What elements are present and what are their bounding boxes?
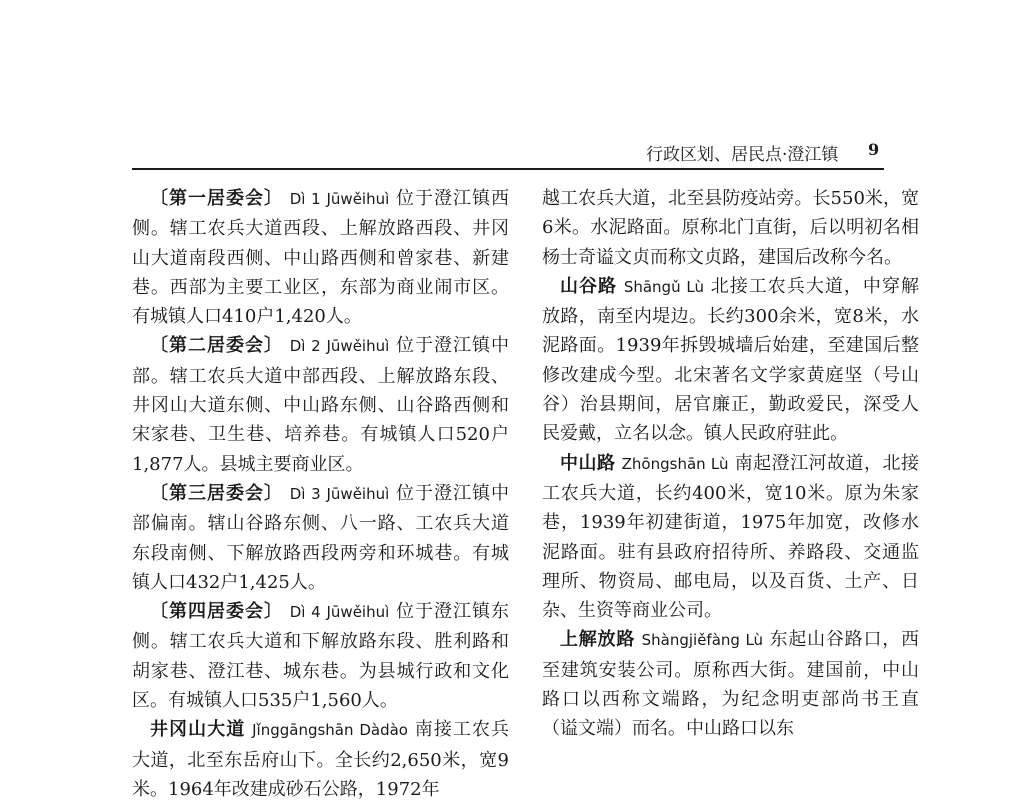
entry-term: 上解放路 (560, 629, 636, 651)
entry-term: 〔第一居委会〕 (150, 188, 283, 209)
continued-paragraph (542, 184, 919, 272)
entry-pinyin: Zhōngshān Lù (621, 454, 729, 473)
entry-pinyin: Shāngǔ Lù (623, 277, 704, 296)
entry-paragraph (542, 449, 919, 626)
entry-pinyin: Jǐnggāngshān Dàdào (252, 721, 408, 740)
entry-pinyin: Shàngjiěfàng Lù (641, 631, 764, 650)
entry-paragraph (132, 715, 509, 804)
entry-paragraph (542, 625, 919, 743)
entry-term: 井冈山大道 (150, 719, 246, 741)
page-number: 9 (868, 140, 880, 159)
entry-paragraph (132, 331, 509, 478)
entry-pinyin: Dì 2 Jūwěihuì (289, 337, 390, 356)
entry-text: 南起澄江河故道，北接工农兵大道，长约400米，宽10米。原为朱家巷，1939年初建街道，1975年加宽，改修水泥路面。驻有县政府招待所、养路段、交通监理所、物资局、邮电局，以及百货、土产、日杂、生资等商业公司。 (542, 452, 919, 622)
entry-term: 〔第二居委会〕 (150, 335, 283, 357)
entry-term: 〔第四居委会〕 (150, 601, 283, 623)
entry-text: 南接工农兵大道，北至东岳府山下。全长约2,650米，宽9米。1964年改建成砂石公路，1972年 (132, 719, 510, 800)
entry-paragraph (542, 272, 919, 449)
entry-text: 位于澄江镇西侧。辖工农兵大道西段、上解放路西段、井冈山大道南段西侧、中山路西侧和曾家巷、新建巷。西部为主要工业区，东部为商业闹市区。有城镇人口410户1,420人。 (132, 188, 509, 328)
entry-text: 北接工农兵大道，中穿解放路，南至内堤边。长约300余米，宽8米，水泥路面。1939年拆毁城墙后始建，至建国后整修改建成今型。北宋著名文学家黄庭坚（号山谷）治县期间，居官廉正，勤政爱民，深受人民爱戴，立名以念。镇人民政府驻此。 (542, 275, 919, 445)
entry-pinyin: Dì 3 Jūwěihuì (289, 484, 390, 503)
entry-paragraph (132, 479, 509, 597)
entry-term: 〔第三居委会〕 (150, 482, 283, 504)
entry-term: 中山路 (560, 452, 616, 474)
page-header (0, 138, 1024, 168)
header-rule (132, 168, 884, 170)
running-header-title: 行政区划、居民点·澄江镇 (646, 145, 839, 165)
entry-pinyin: Dì 4 Jūwěihuì (289, 603, 390, 622)
entry-paragraph (132, 184, 509, 331)
entry-text: 位于澄江镇中部。辖工农兵大道中部西段、上解放路东段、井冈山大道东侧、中山路东侧、山谷路西侧和宋家巷、卫生巷、培养巷。有城镇人口520户1,877人。县城主要商业区。 (132, 335, 509, 475)
entry-paragraph (132, 597, 509, 715)
entry-text: 位于澄江镇中部偏南。辖山谷路东侧、八一路、工农兵大道东段南侧、下解放路西段两旁和环城巷。有城镇人口432户1,425人。 (132, 482, 509, 593)
entry-pinyin: Dì 1 Jūwěihuì (289, 190, 390, 208)
left-column (132, 184, 509, 804)
right-column (542, 184, 919, 744)
entry-text: 东起山谷路口，西至建筑安装公司。原称西大街。建国前，中山路口以西称文端路，为纪念明吏部尚书王直（谥文端）而名。中山路口以东 (542, 629, 919, 740)
entry-text: 越工农兵大道，北至县防疫站旁。长550米，宽6米。水泥路面。原称北门直街，后以明初名相杨士奇谥文贞而称文贞路，建国后改称今名。 (542, 188, 919, 268)
entry-text: 位于澄江镇东侧。辖工农兵大道和下解放路东段、胜利路和胡家巷、澄江巷、城东巷。为县城行政和文化区。有城镇人口535户1,560人。 (132, 601, 509, 712)
entry-term: 山谷路 (560, 275, 618, 297)
